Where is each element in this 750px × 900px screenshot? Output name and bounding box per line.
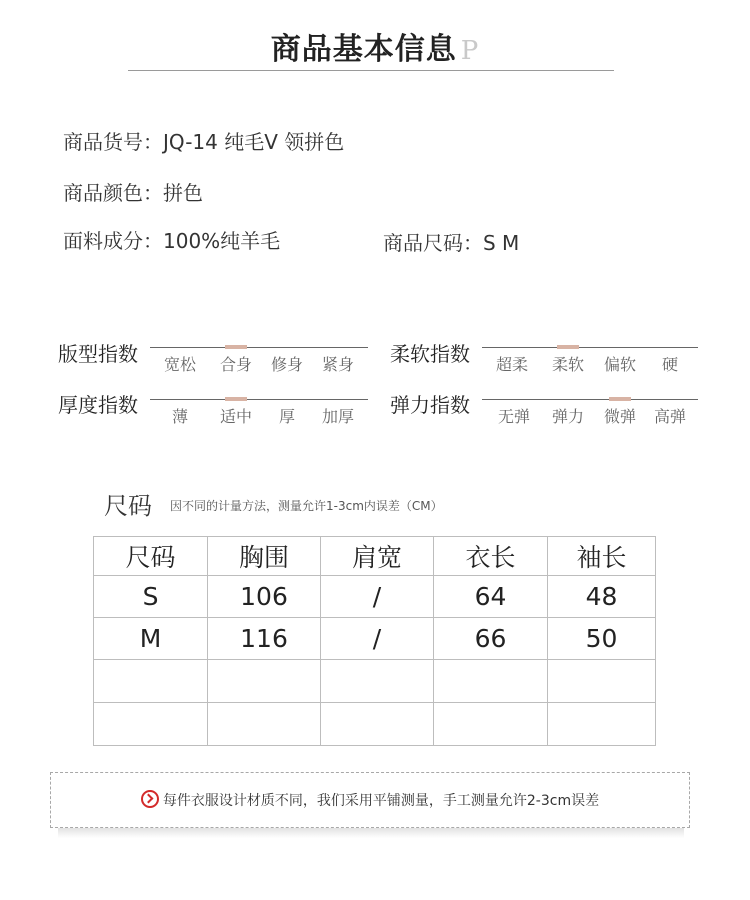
index-option: 弹力	[551, 407, 584, 426]
title-text: 商品基本信息	[270, 32, 457, 67]
index-marker-fit	[225, 345, 247, 349]
index-option: 宽松	[163, 355, 196, 374]
size-table	[93, 536, 656, 746]
table-row	[94, 660, 656, 703]
table-header-cell: 肩宽	[321, 537, 434, 576]
index-marker-softness	[557, 345, 579, 349]
table-cell	[434, 660, 548, 703]
index-label-fit: 版型指数	[58, 342, 138, 366]
index-option: 厚	[278, 407, 295, 426]
item-sizes: 商品尺码：S M	[383, 231, 520, 255]
table-row	[94, 618, 656, 660]
table-cell	[94, 660, 208, 703]
table-cell	[321, 703, 434, 746]
brand-logo-icon: P	[460, 36, 480, 66]
arrow-circle-icon	[141, 790, 159, 808]
index-option: 偏软	[603, 355, 636, 374]
table-cell: 48	[548, 576, 656, 618]
table-cell: M	[94, 618, 208, 660]
table-row	[94, 576, 656, 618]
table-cell	[548, 703, 656, 746]
index-line-softness	[482, 347, 698, 348]
index-option: 适中	[219, 407, 252, 426]
title-divider	[128, 70, 614, 71]
size-measure-note: 因不同的计量方法，测量允许1-3cm内误差（CM）	[170, 499, 443, 513]
table-cell: S	[94, 576, 208, 618]
table-header-cell: 胸围	[208, 537, 321, 576]
table-header-cell: 衣长	[434, 537, 548, 576]
index-label-elasticity: 弹力指数	[390, 393, 470, 417]
index-option: 加厚	[321, 407, 354, 426]
index-line-fit	[150, 347, 368, 348]
table-row	[94, 703, 656, 746]
index-marker-thickness	[225, 397, 247, 401]
index-option: 超柔	[495, 355, 528, 374]
index-line-elasticity	[482, 399, 698, 400]
size-section-title: 尺码	[104, 492, 152, 520]
table-cell: /	[321, 576, 434, 618]
table-cell	[548, 660, 656, 703]
table-cell: 66	[434, 618, 548, 660]
table-cell: 50	[548, 618, 656, 660]
footnote-text: 每件衣服设计材质不同，我们采用平铺测量，手工测量允许2-3cm误差	[162, 793, 600, 809]
index-line-thickness	[150, 399, 368, 400]
table-header-cell: 尺码	[94, 537, 208, 576]
table-cell	[208, 660, 321, 703]
table-cell	[94, 703, 208, 746]
table-header-cell: 袖长	[548, 537, 656, 576]
table-cell: /	[321, 618, 434, 660]
index-option: 紧身	[321, 355, 354, 374]
index-option: 柔软	[551, 355, 584, 374]
table-cell: 64	[434, 576, 548, 618]
index-option: 合身	[219, 355, 252, 374]
page-title	[0, 24, 750, 68]
item-number: 商品货号：JQ-14 纯毛V 领拼色	[63, 130, 345, 154]
index-option: 无弹	[497, 407, 530, 426]
item-fabric: 面料成分：100%纯羊毛	[63, 229, 281, 253]
index-option: 薄	[171, 407, 188, 426]
index-marker-elasticity	[609, 397, 631, 401]
table-cell: 116	[208, 618, 321, 660]
index-option: 高弹	[653, 407, 686, 426]
table-cell	[321, 660, 434, 703]
index-label-softness: 柔软指数	[390, 342, 470, 366]
index-option: 修身	[270, 355, 303, 374]
index-label-thickness: 厚度指数	[58, 393, 138, 417]
table-cell	[434, 703, 548, 746]
table-cell	[208, 703, 321, 746]
footnote	[50, 790, 690, 810]
index-option: 微弹	[603, 407, 636, 426]
table-cell: 106	[208, 576, 321, 618]
index-option: 硬	[661, 355, 678, 374]
item-color: 商品颜色：拼色	[63, 181, 203, 205]
table-header-row	[94, 537, 656, 576]
